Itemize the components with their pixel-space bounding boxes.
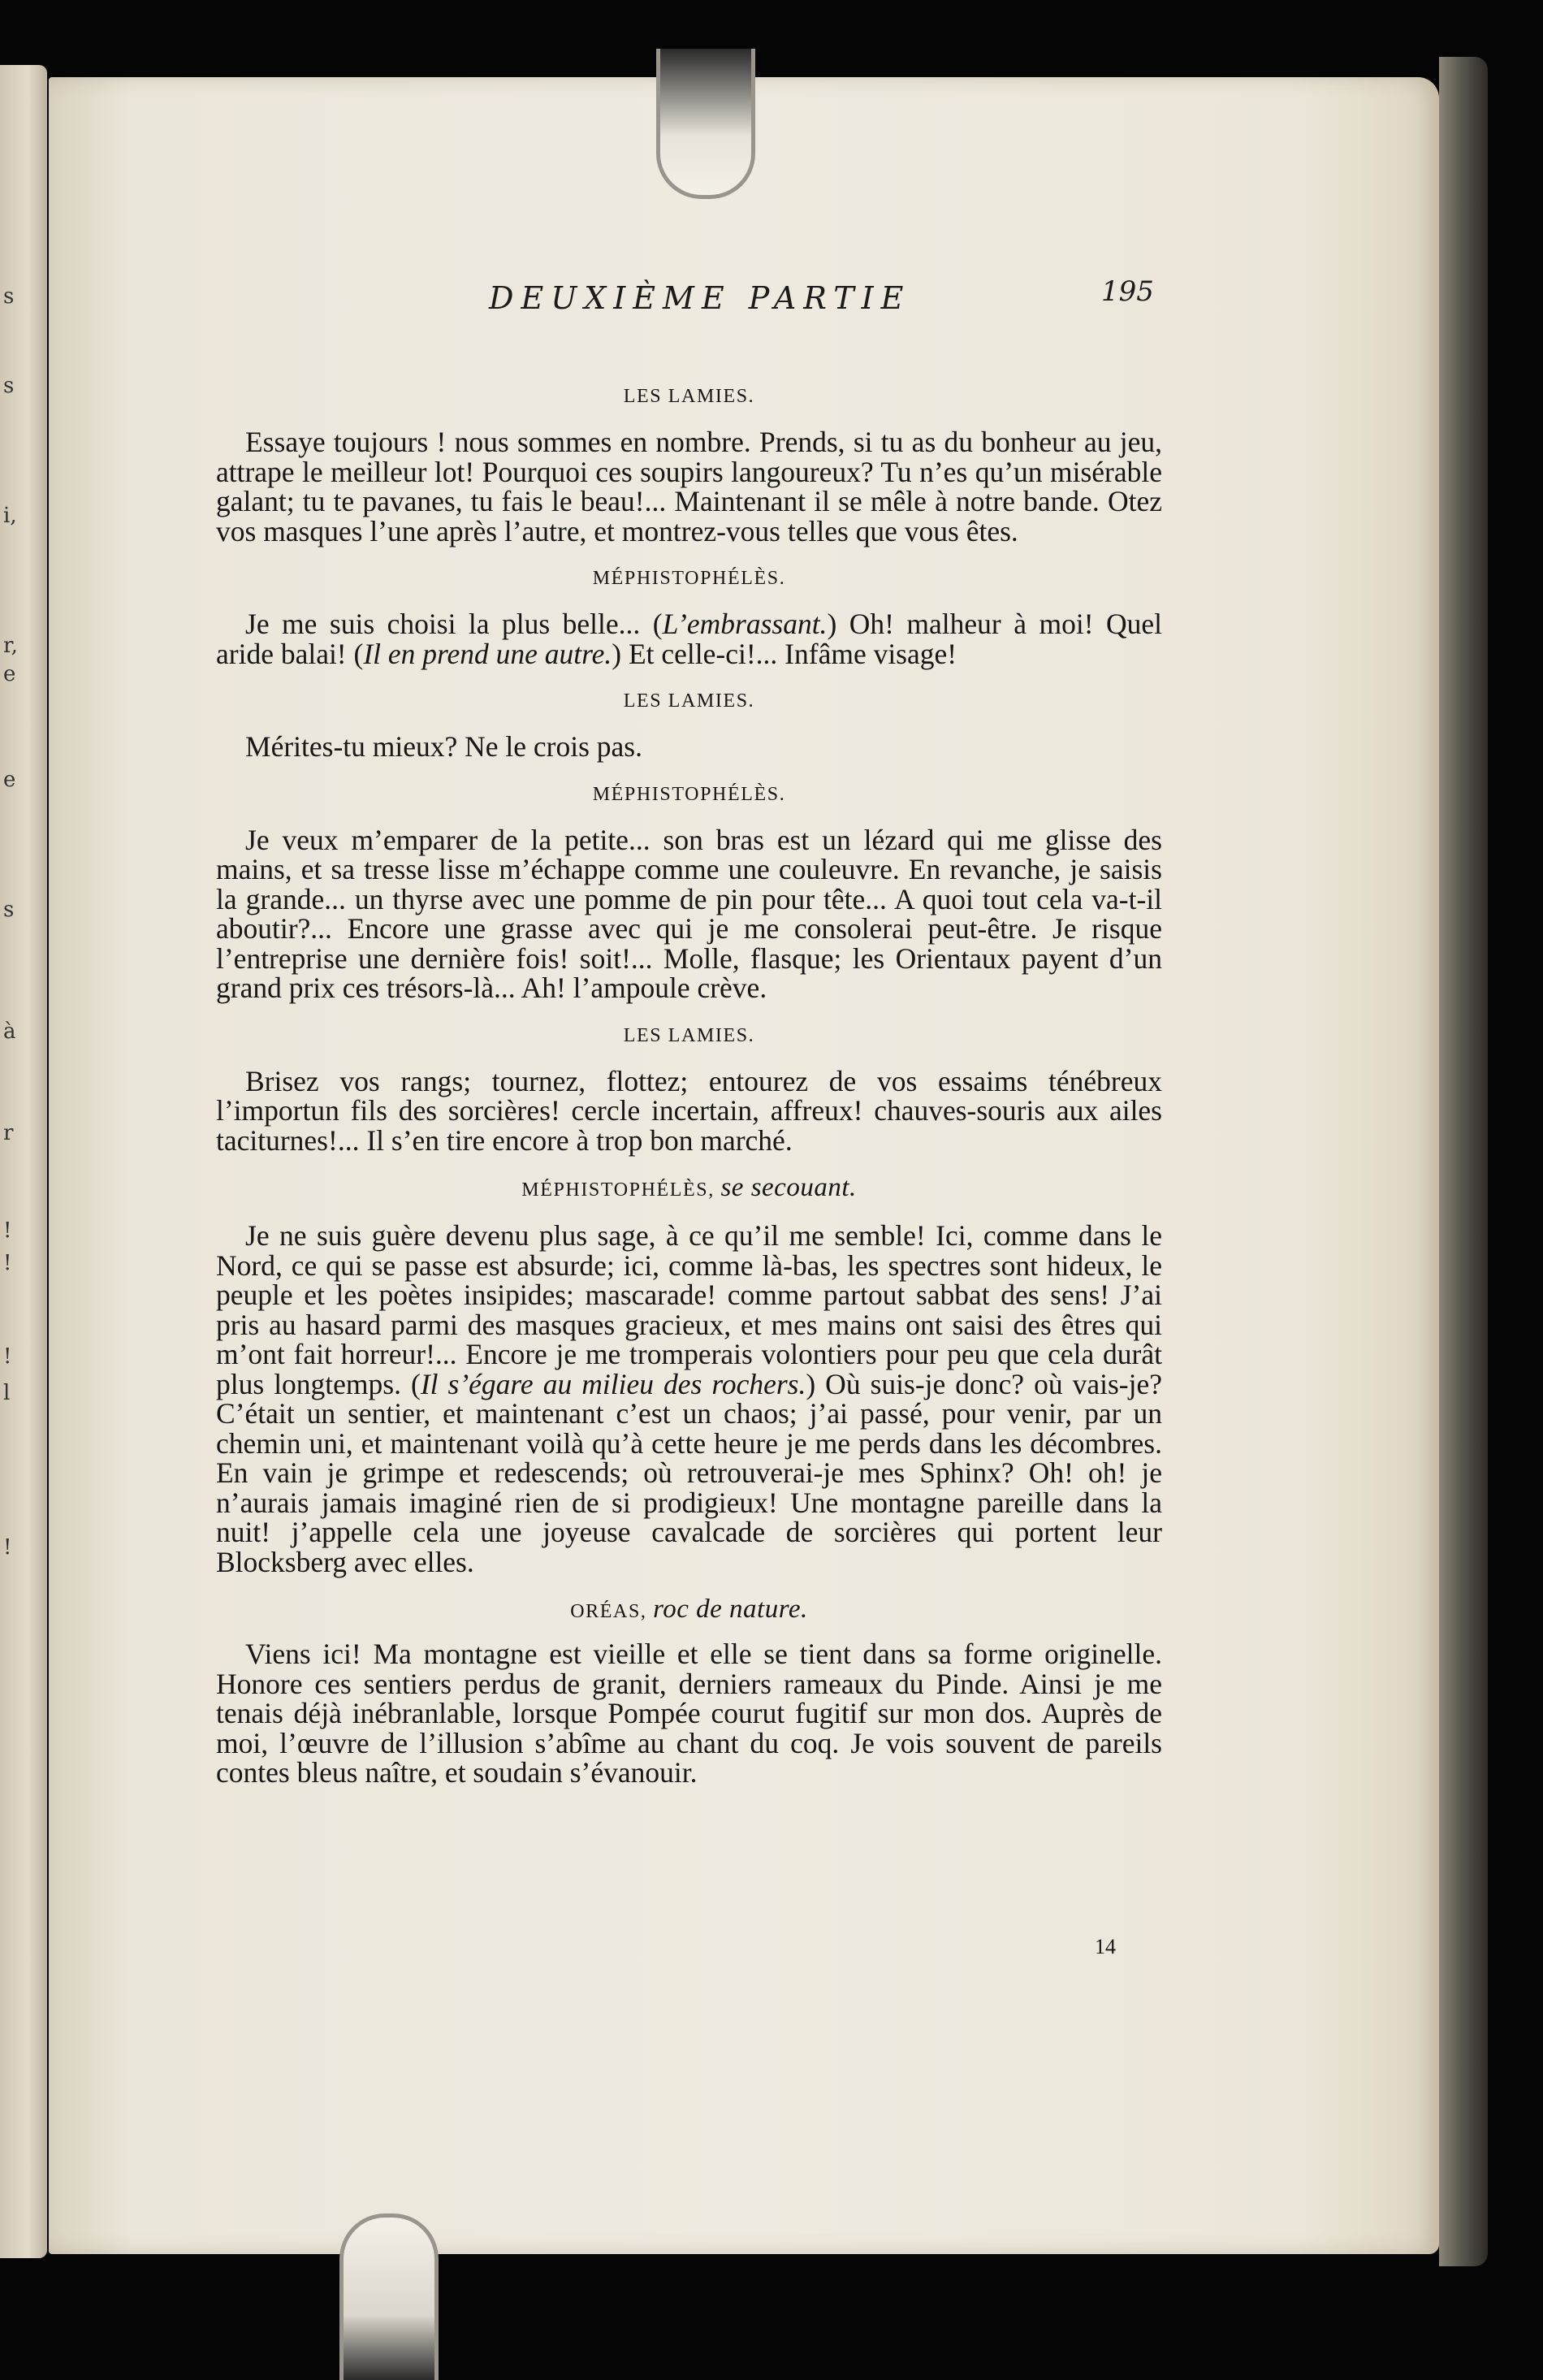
stage-direction: roc de nature. bbox=[653, 1595, 808, 1624]
dialogue-text: Brisez vos rangs; tournez, flottez; entourez de vos essaims ténébreux l’importun fils des sorcières! cercle incertain, affreux! chauves-souris aux ailes taciturnes!... Il s’en tire encore à trop bon marché. bbox=[216, 1064, 1162, 1157]
stage-direction: L’embrassant. bbox=[662, 608, 828, 640]
page-body bbox=[216, 366, 1162, 1806]
speaker-heading bbox=[216, 382, 1162, 411]
dialogue-paragraph bbox=[216, 1064, 1162, 1157]
margin-letter: i, bbox=[3, 504, 17, 528]
margin-letter: s bbox=[3, 374, 15, 398]
margin-letter: l bbox=[3, 1381, 11, 1405]
running-head bbox=[0, 275, 1543, 329]
speaker-heading bbox=[216, 1173, 1162, 1205]
page-clip-bottom bbox=[339, 2213, 439, 2380]
margin-letter: ! bbox=[3, 1251, 12, 1275]
dialogue-paragraph bbox=[216, 609, 1162, 669]
dialogue-paragraph bbox=[216, 1221, 1162, 1577]
running-title: DEUXIÈME PARTIE bbox=[489, 280, 911, 316]
margin-letter: ! bbox=[3, 1218, 12, 1243]
dialogue-text: Je ne suis guère devenu plus sage, à ce qu’il me semble! Ici, comme dans le Nord, ce qui se passe est absurde; ici, comme là-bas, les spectres sont hideux, le peuple et les poètes insipides; mascarade! comme partout sabbat des sens! J’ai pris au hasard parmi des masques gracieux, et mes mains ont saisi des êtres qui m’ont fait horreur!... Encore je me tromperais volontiers pour peu que cela durât plus longtemps. ( bbox=[216, 1219, 1162, 1400]
page-clip-top bbox=[656, 49, 755, 199]
dialogue-text: Je veux m’emparer de la petite... son bras est un lézard qui me glisse des mains, et sa tresse lisse m’échappe comme une couleuvre. En revanche, je saisis la grande... un thyrse avec une pomme de pin pour tête... A quoi tout cela va-t-il aboutir?... Encore une grasse avec qui je me consolerai peut-être. Je risque l’entreprise une dernière fois! soit!... Molle, flasque; les Orientaux payent d’un grand prix ces trésors-là... Ah! l’ampoule crève. bbox=[216, 823, 1162, 1004]
dialogue-paragraph bbox=[216, 825, 1162, 1003]
dialogue-text: Essaye toujours ! nous sommes en nombre. Prends, si tu as du bonheur au jeu, attrape le meilleur lot! Pourquoi ces soupirs langoureux? Tu n’es qu’un misérable galant; tu te pavanes, tu fais le beau!... Maintenant il se mêle à notre bande. Otez vos masques l’une après l’autre, et montrez-vous telles que vous êtes. bbox=[216, 426, 1162, 547]
margin-letter: à bbox=[3, 1019, 16, 1044]
dialogue-paragraph bbox=[216, 427, 1162, 546]
dialogue-paragraph bbox=[216, 1639, 1162, 1788]
dialogue-paragraph bbox=[216, 732, 1162, 762]
speaker-heading bbox=[216, 1595, 1162, 1626]
stage-direction: se secouant. bbox=[720, 1173, 857, 1202]
stage-direction: Il s’égare au milieu des rochers. bbox=[420, 1367, 806, 1400]
signature-mark: 14 bbox=[1095, 1935, 1116, 1958]
page-number: 195 bbox=[1101, 275, 1154, 308]
stage-direction: Il en prend une autre. bbox=[363, 637, 612, 670]
dialogue-text: Mérites-tu mieux? Ne le crois pas. bbox=[245, 730, 642, 763]
margin-letter: r, bbox=[3, 634, 18, 658]
margin-letter: e bbox=[3, 662, 16, 686]
adjacent-page-edge bbox=[0, 65, 47, 2258]
dialogue-text: ) Et celle-ci!... Infâme visage! bbox=[612, 637, 957, 670]
speaker-heading bbox=[216, 686, 1162, 716]
dialogue-text: Je me suis choisi la plus belle... ( bbox=[245, 608, 663, 640]
speaker-heading bbox=[216, 780, 1162, 809]
margin-letter: e bbox=[3, 768, 16, 792]
speaker-heading bbox=[216, 564, 1162, 593]
dialogue-text: Viens ici! Ma montagne est vieille et elle se tient dans sa forme originelle. Honore ces sentiers perdus de granit, derniers rameaux du Pinde. Ainsi je me tenais déjà inébranlable, lorsque Pompée courut fugitif sur mon dos. Auprès de moi, l’œuvre de l’illusion s’abîme au chant du coq. Je vois souvent de pareils contes bleus naître, et soudain s’évanouir. bbox=[216, 1638, 1162, 1789]
speaker-name: LES LAMIES. bbox=[623, 386, 755, 407]
margin-letter: ! bbox=[3, 1535, 12, 1560]
page-stack-edge bbox=[1439, 57, 1488, 2266]
margin-letter: s bbox=[3, 284, 15, 309]
margin-letter: s bbox=[3, 898, 15, 922]
speaker-name: MÉPHISTOPHÉLÈS. bbox=[592, 568, 786, 589]
speaker-heading bbox=[216, 1021, 1162, 1050]
speaker-name: ORÉAS, bbox=[570, 1601, 647, 1622]
dialogue-text: ) Oh! malheur à moi! Quel aride balai! ( bbox=[216, 608, 1163, 670]
speaker-name: MÉPHISTOPHÉLÈS. bbox=[592, 783, 786, 805]
speaker-name: MÉPHISTOPHÉLÈS, bbox=[521, 1179, 715, 1201]
margin-letter: ! bbox=[3, 1344, 12, 1369]
dialogue-text: ) Où suis-je donc? où vais-je? C’était un sentier, et maintenant c’est un chaos; j’ai passé, pour venir, par un chemin uni, et maintenant voilà qu’à cette heure je me perds dans les décombres. En vain je grimpe et redescends; où retrouverai-je mes Sphinx? Oh! oh! je n’aurais jamais imaginé rien de si prodigieux! Une montagne pareille dans la nuit! j’appelle cela une joyeuse cavalcade de sorcières qui portent leur Blocksberg avec elles. bbox=[216, 1367, 1162, 1578]
speaker-name: LES LAMIES. bbox=[623, 690, 755, 712]
margin-letter: r bbox=[3, 1121, 14, 1145]
speaker-name: LES LAMIES. bbox=[623, 1024, 755, 1046]
